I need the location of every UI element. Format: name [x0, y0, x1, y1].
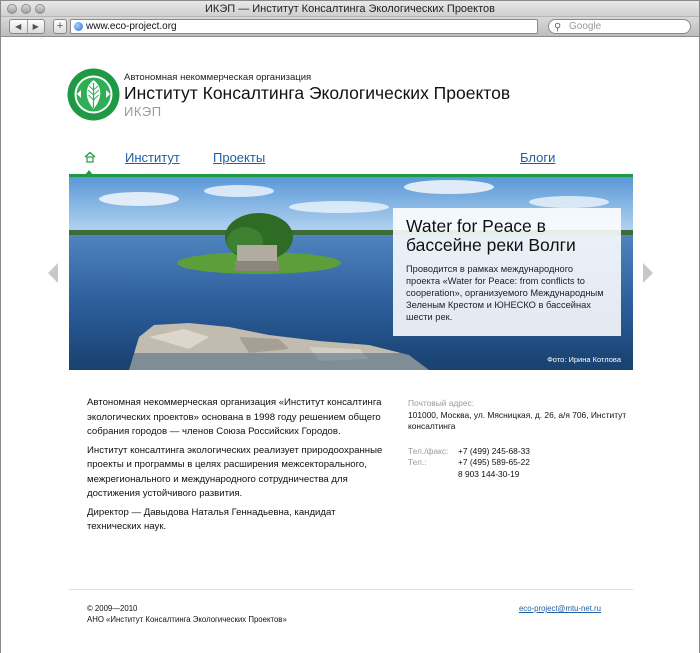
phone-fax-label: Тел./факс:	[408, 445, 449, 456]
hero-text: Проводится в рамках международного проекта «Water for Peace: from conflicts to cooperation», организуемого Международным Зеленым Крестом и ЮНЕСКО в бассейнах шести рек.	[406, 264, 604, 322]
contact-email-link[interactable]: eco-project@mtu-net.ru	[518, 604, 601, 613]
main-nav	[69, 146, 633, 176]
nav-item-projects[interactable]: Проекты	[213, 150, 266, 165]
search-icon: ⚲	[554, 22, 562, 33]
phone-value-1: +7 (495) 589-65-22	[458, 457, 530, 467]
phone-fax-value: +7 (499) 245-68-33	[458, 445, 530, 456]
photo-credit: Фото: Ирина Котлова	[547, 355, 621, 364]
address-label: Почтовый адрес:	[408, 398, 475, 408]
footer-divider	[69, 589, 633, 590]
search-placeholder: Google	[569, 21, 602, 32]
footer-copyright	[87, 604, 287, 625]
browser-toolbar	[1, 17, 699, 37]
close-window-button[interactable]	[7, 4, 17, 14]
address-bar-url: www.eco-project.org	[86, 21, 177, 32]
history-buttons	[9, 19, 45, 34]
nav-item-institute[interactable]: Институт	[125, 150, 180, 165]
slider-left-arrow-icon[interactable]	[48, 263, 58, 283]
phone-fax-row	[408, 446, 638, 458]
phone-row-2	[408, 469, 638, 481]
hero-title[interactable]: Water for Peace в бассейне реки Волги	[406, 216, 576, 255]
org-type: Автономная некоммерческая организация	[124, 72, 312, 83]
org-name: Институт Консалтинга Экологических Проектов	[124, 83, 511, 103]
about-section	[87, 396, 383, 535]
copyright-org: АНО «Институт Консалтинга Экологических Проектов»	[87, 614, 287, 624]
forward-button[interactable]: ▶	[27, 20, 45, 33]
slider-right-arrow-icon[interactable]	[643, 263, 653, 283]
contacts-section	[408, 398, 638, 480]
window-title: ИКЭП — Институт Консалтинга Экологических Проектов	[205, 3, 495, 15]
about-paragraph: Автономная некоммерческая организация «Институт консалтинга экологических проектов» основана в 1998 году решением общего собрания городов — членов Союза Российских Городов.	[87, 397, 382, 437]
phone-row	[408, 457, 638, 469]
web-page	[1, 38, 699, 653]
copyright-years: © 2009—2010	[87, 604, 138, 613]
zoom-window-button[interactable]	[35, 4, 45, 14]
hero-slide	[69, 177, 633, 370]
search-field[interactable]	[548, 19, 691, 34]
minimize-window-button[interactable]	[21, 4, 31, 14]
add-bookmark-button[interactable]: +	[53, 19, 67, 34]
org-abbr: ИКЭП	[124, 104, 162, 119]
phone-label: Тел.:	[408, 457, 427, 467]
about-paragraph: Институт консалтинга экологических реализует природоохранные проекты и программы в целях расширения межсекторального, межрегионального и международного сотрудничества для достижения устойчивого развития.	[87, 444, 383, 499]
window-titlebar	[1, 1, 699, 17]
address-bar[interactable]	[70, 19, 538, 34]
globe-icon	[74, 22, 83, 31]
home-icon[interactable]	[84, 151, 96, 163]
back-button[interactable]: ◀	[15, 22, 22, 31]
hero-caption	[393, 208, 621, 336]
postal-address: 101000, Москва, ул. Мясницкая, д. 26, а/я 706, Институт консалтинга	[408, 409, 627, 431]
phone-value-2: 8 903 144-30-19	[458, 468, 520, 479]
leaf-logo-icon[interactable]	[67, 68, 120, 121]
nav-item-blogs[interactable]: Блоги	[520, 150, 556, 165]
about-paragraph: Директор — Давыдова Наталья Геннадьевна, кандидат технических наук.	[87, 506, 336, 532]
